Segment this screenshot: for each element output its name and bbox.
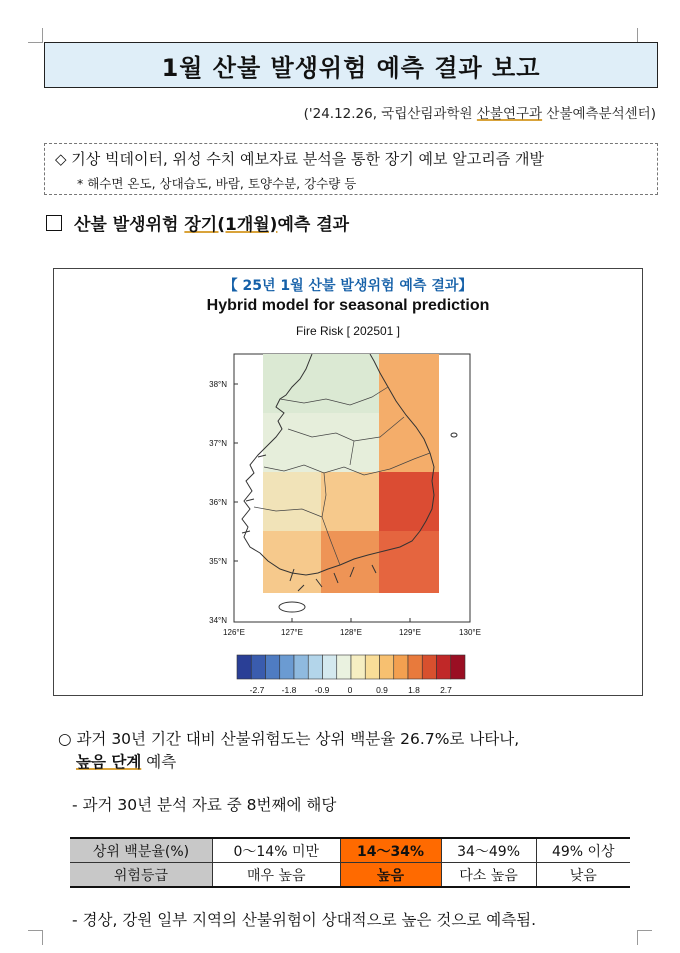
table-cell: 49% 이상	[536, 838, 630, 863]
corner-mark-br	[637, 930, 652, 945]
forecast-figure	[53, 268, 643, 696]
figure-title: Hybrid model for seasonal prediction	[206, 297, 490, 314]
table-row-header: 위험등급	[70, 863, 212, 888]
source-center: 산불예측분석센터)	[542, 106, 656, 122]
summary-dash-1: - 과거 30년 분석 자료 중 8번째에 해당	[72, 796, 337, 814]
figure-subtitle: Fire Risk [ 202501 ]	[295, 324, 401, 338]
lat-axis	[209, 380, 227, 625]
colorbar-labels	[250, 685, 453, 695]
table-cell: 34～49%	[441, 838, 536, 863]
colorbar-swatch	[308, 655, 322, 679]
colorbar-swatch	[337, 655, 351, 679]
colorbar-swatch	[266, 655, 280, 679]
colorbar-swatch	[365, 655, 379, 679]
summary-level: 높음 단계	[76, 753, 142, 771]
lon-label: 129°E	[399, 628, 421, 637]
source-prefix: ('24.12.26, 국립산림과학원	[303, 106, 477, 122]
info-box	[44, 143, 658, 195]
section-title-post: 예측 결과	[277, 215, 350, 235]
source-dept: 산불연구과	[476, 106, 543, 122]
summary-line-2	[58, 751, 658, 774]
colorbar-swatch	[294, 655, 308, 679]
fire-risk-map	[54, 269, 644, 697]
colorbar-swatch	[351, 655, 365, 679]
table-row	[70, 863, 630, 888]
grid-cell	[263, 472, 321, 531]
colorbar-label: 0.9	[376, 685, 388, 695]
page-title: 1월 산불 발생위험 예측 결과 보고	[161, 53, 541, 82]
grid-cell	[379, 531, 439, 593]
risk-level-table	[70, 837, 630, 888]
lat-label: 37°N	[209, 439, 227, 448]
colorbar-swatch	[422, 655, 436, 679]
corner-mark-tl	[28, 28, 43, 43]
table-row-header: 상위 백분율(%)	[70, 838, 212, 863]
colorbar-label: -2.7	[249, 685, 265, 695]
colorbar-swatch	[323, 655, 337, 679]
grid-cell	[379, 354, 439, 413]
lat-label: 35°N	[209, 557, 227, 566]
grid-cell	[263, 354, 321, 413]
summary-line-1: ○ 과거 30년 기간 대비 산불위험도는 상위 백분율 26.7%로 나타나,	[58, 730, 520, 748]
colorbar-label: 0	[347, 685, 353, 695]
lat-label: 36°N	[209, 498, 227, 507]
colorbar-swatch	[408, 655, 422, 679]
table-cell: 매우 높음	[212, 863, 340, 888]
lon-label: 127°E	[281, 628, 303, 637]
colorbar-swatch	[394, 655, 408, 679]
figure-header: 【 25년 1월 산불 발생위험 예측 결과】	[223, 278, 473, 294]
info-main-text: ◇ 기상 빅데이터, 위성 수치 예보자료 분석을 통한 장기 예보 알고리즘 개발	[55, 150, 544, 168]
grid-cell	[263, 531, 321, 593]
lat-label: 34°N	[209, 616, 227, 625]
lon-label: 130°E	[459, 628, 481, 637]
table-cell-highlight: 높음	[340, 863, 441, 888]
section-heading	[46, 210, 349, 235]
lon-label: 126°E	[223, 628, 245, 637]
section-title-pre: 산불 발생위험	[74, 215, 185, 235]
grid-cell	[321, 531, 379, 593]
colorbar-label: -0.9	[314, 685, 330, 695]
table-cell: 낮음	[536, 863, 630, 888]
table-cell: 다소 높음	[441, 863, 536, 888]
colorbar	[237, 655, 465, 679]
info-sub-text: * 해수면 온도, 상대습도, 바람, 토양수분, 강수량 등	[77, 176, 357, 191]
colorbar-swatch	[380, 655, 394, 679]
lon-axis	[223, 628, 481, 637]
colorbar-label: 1.8	[408, 685, 420, 695]
colorbar-swatch	[280, 655, 294, 679]
lon-label: 128°E	[340, 628, 362, 637]
checkbox-square-icon	[46, 215, 62, 231]
colorbar-swatch	[237, 655, 251, 679]
summary-line-2-post: 예측	[141, 753, 177, 771]
colorbar-swatch	[451, 655, 465, 679]
summary-dash-2: - 경상, 강원 일부 지역의 산불위험이 상대적으로 높은 것으로 예측됨.	[72, 911, 537, 929]
corner-mark-bl	[28, 930, 43, 945]
table-cell-highlight: 14～34%	[340, 838, 441, 863]
colorbar-swatch	[251, 655, 265, 679]
grid-cell	[379, 472, 439, 531]
colorbar-label: -1.8	[281, 685, 297, 695]
lat-label: 38°N	[209, 380, 227, 389]
table-cell: 0～14% 미만	[212, 838, 340, 863]
source-line	[304, 102, 656, 122]
table-row	[70, 838, 630, 863]
colorbar-swatch	[437, 655, 451, 679]
summary-bullet	[58, 728, 658, 774]
grid-cell	[321, 354, 379, 413]
grid-cell	[379, 413, 439, 472]
corner-mark-tr	[637, 28, 652, 43]
colorbar-label: 2.7	[440, 685, 452, 695]
section-title-underlined: 장기(1개월)	[184, 215, 278, 235]
grid-cell	[263, 413, 321, 472]
grid-cell	[321, 472, 379, 531]
page-title-box	[44, 42, 658, 88]
